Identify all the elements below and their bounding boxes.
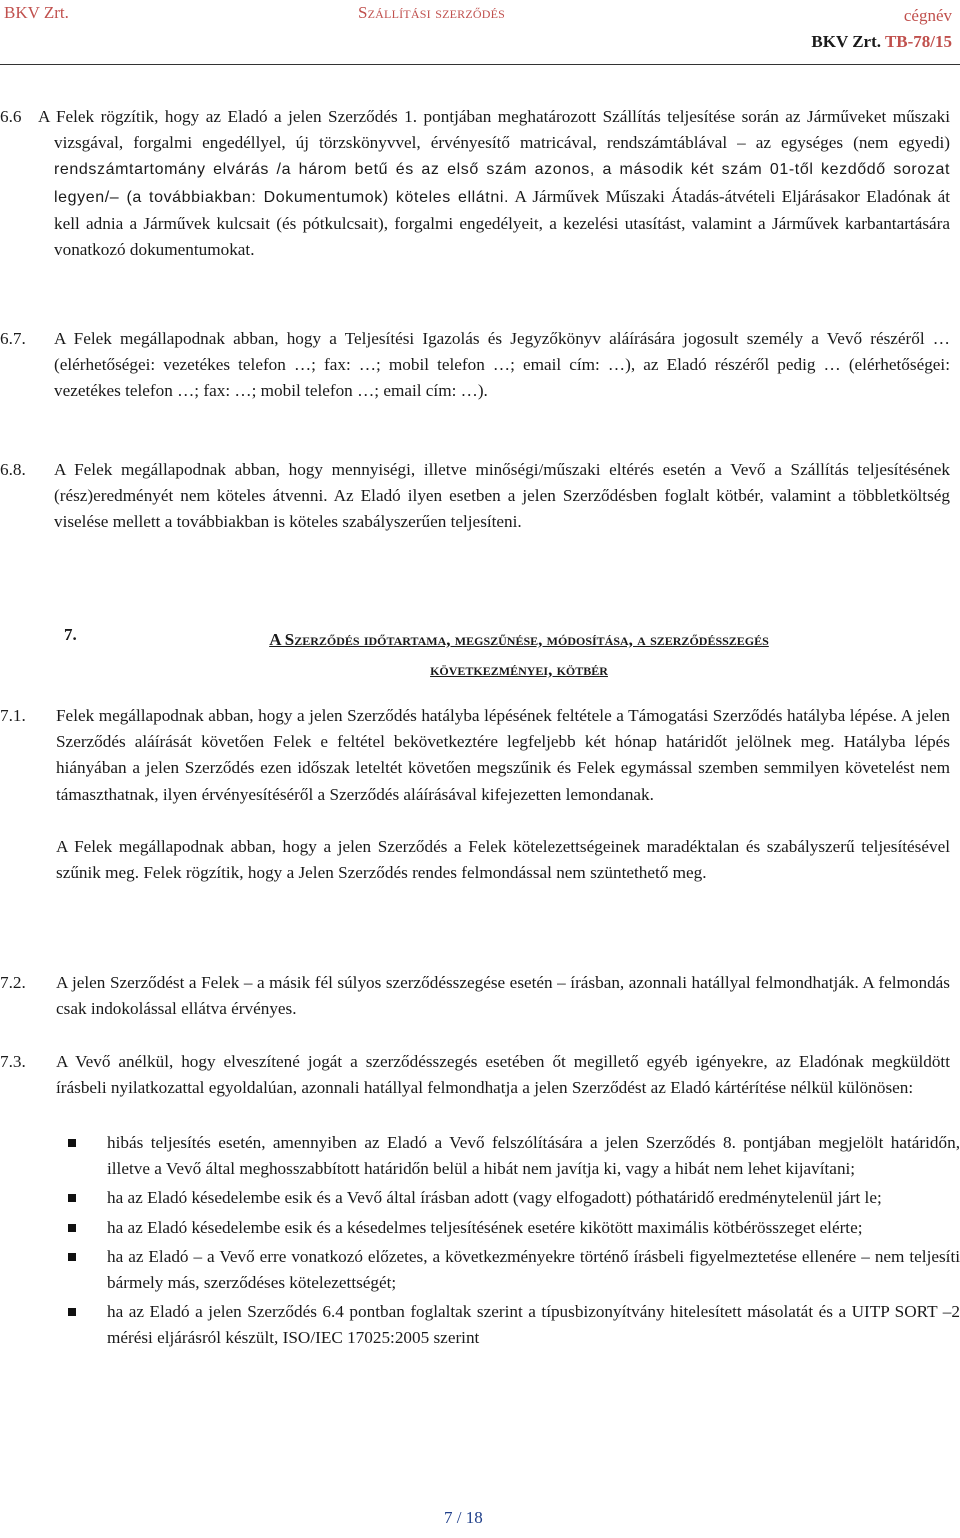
paragraph-text: A Vevő anélkül, hogy elveszítené jogát a szerződésszegés esetében őt megillető egyéb igényekre, az Eladónak megküldött írásbeli nyilatkozattal egyoldalúan, azonnali hatállyal felmondhatja a jelen Szerződést az Eladó kártérítése nélkül különösen: — [56, 1052, 950, 1098]
header-doc-number — [811, 29, 952, 55]
paragraph-label: 7.2. — [0, 973, 26, 992]
list-item-text: ha az Eladó a jelen Szerződés 6.4 pontban foglaltak szerint a típusbizonyítvány hitelesített másolatát és a UITP SORT –2 mérési eljárásról készült, ISO/IEC 17025:2005 szerint — [107, 1302, 960, 1348]
list-item-text: ha az Eladó késedelembe esik és a Vevő által írásban adott (vagy elfogadott) póthatáridő eredménytelenül járt le; — [107, 1188, 882, 1208]
paragraph-7-1 — [0, 703, 950, 886]
paragraph-text: Felek megállapodnak abban, hogy a jelen Szerződés hatályba lépésének feltétele a Támogatási Szerződés hatályba lépése. A jelen Szerződés aláírását követően Felek e feltétel bekövetkeztére legfeljebb két hónap határidőt jelölnek meg. Hatályba lépés hiányában a jelen Szerződés ezen időszak leteltét követően megszűnik és Felek egymással szemben semmilyen követelést nem támaszthatnak, ilyen érvényesítéséről a Szerződés aláírásával kifejezetten lemondanak. — [56, 706, 950, 804]
paragraph-text: A jelen Szerződést a Felek – a másik fél súlyos szerződésszegése esetén – írásban, azonnali hatállyal felmondhatják. A felmondás csak indokolással ellátva érvényes. — [56, 973, 950, 1019]
section-number: 7. — [64, 625, 77, 644]
bullet-square-icon — [68, 1194, 76, 1202]
header-cegnev: cégnév — [903, 6, 952, 25]
paragraph-text: A Járművek Műszaki Átadás-átvételi Eljárásakor Eladónak át kell adnia a Járművek kulcsait (és pótkulcsait), forgalmi engedélyeit, a kezelési utasítást, valamint a Járművek karbantartására vonatkozó dokumentumokat. — [54, 186, 950, 260]
paragraph-text: A Felek megállapodnak abban, hogy a Teljesítési Igazolás és Jegyzőkönyv aláírására jogosult személy a Vevő részéről … (elérhetőségei: vezetékes telefon …; fax: …; mobil telefon …; email cím: …), az Eladó részéről pedig … (elérhetőségei: vezetékes telefon …; fax: …; mobil telefon …; email cím: …). — [54, 329, 950, 401]
paragraph-label: 7.1. — [0, 706, 26, 725]
list-item — [64, 1299, 960, 1351]
paragraph-7-2 — [0, 970, 950, 1022]
section-title-line: következményei, kötbér — [430, 660, 608, 679]
list-item — [64, 1130, 960, 1182]
page-number: 7 / 18 — [444, 1508, 483, 1527]
header-right — [811, 3, 952, 55]
paragraph-text-sans: rendszámtartomány elvárás /a három betű és az első szám azonos, a második két szám 01-től kezdődő sorozat legyen/– (a továbbiakban: Dokumentumok) köteles ellátni. — [54, 161, 950, 206]
paragraph-label: 6.7. — [0, 329, 26, 348]
section-title — [116, 625, 922, 685]
paragraph-7-3 — [0, 1049, 950, 1101]
header-doc-code: TB-78/15 — [884, 32, 952, 51]
bullet-square-icon — [68, 1253, 76, 1261]
paragraph-6-8 — [0, 457, 950, 536]
paragraph-label: 7.3. — [0, 1052, 26, 1071]
header-document-title: Szállítási szerződés — [358, 3, 506, 22]
paragraph-label: 6.6 — [0, 107, 22, 126]
header-doc-prefix: BKV Zrt. — [811, 32, 885, 51]
paragraph-6-7 — [0, 326, 950, 405]
bullet-list — [64, 1130, 960, 1355]
list-item-text: ha az Eladó késedelembe esik és a késedelmes teljesítésének esetére kikötött maximális kötbérösszeget elérte; — [107, 1217, 863, 1237]
paragraph-6-6-body — [38, 104, 950, 263]
bullet-square-icon — [68, 1224, 76, 1232]
paragraph-label: 6.8. — [0, 460, 26, 479]
header-divider — [0, 64, 960, 65]
list-item — [64, 1244, 960, 1296]
list-item — [64, 1215, 960, 1241]
paragraph-text: A Felek megállapodnak abban, hogy a jelen Szerződés a Felek kötelezettségeinek maradéktalan és szabályszerű teljesítésével szűnik meg. Felek rögzítik, hogy a Jelen Szerződés rendes felmondással nem szüntethető meg. — [56, 836, 950, 883]
paragraph-text: A Felek rögzítik, hogy az Eladó a jelen Szerződés 1. pontjában meghatározott Szállítás teljesítése során az Járműveket műszaki vizsgával, forgalmi engedéllyel, új törzskönyvvel, érvényesítő matricával, rendszámtáblával – az egységes (nem egyedi) — [38, 107, 950, 153]
paragraph-6-6 — [0, 104, 950, 263]
header-company: BKV Zrt. — [4, 3, 69, 22]
list-item-text: hibás teljesítés esetén, amennyiben az Eladó a Vevő felszólítására a jelen Szerződés 8. pontjában megjelölt határidőn, illetve a Vevő által meghosszabbított határidőn belül a hibát nem javítja ki, vagy a hibát nem lehet kijavítani; — [107, 1133, 960, 1179]
paragraph-text: A Felek megállapodnak abban, hogy mennyiségi, illetve minőségi/műszaki eltérés esetén a Vevő a Szállítás teljesítésének (rész)eredményét nem köteles átvenni. Az Eladó ilyen esetben a jelen Szerződésben foglalt kötbér, valamint a többletköltség viselése mellett a továbbiakban is köteles szabályszerűen teljesíteni. — [54, 460, 950, 532]
list-item-text: ha az Eladó – a Vevő erre vonatkozó előzetes, a következményekre történő írásbeli figyelmeztetése ellenére – nem teljesíti bármely más, szerződéses kötelezettségét; — [107, 1246, 960, 1293]
list-item — [64, 1185, 960, 1211]
bullet-square-icon — [68, 1308, 76, 1316]
bullet-square-icon — [68, 1139, 76, 1147]
section-title-line: A Szerződés időtartama, megszűnése, módosítása, a szerződésszegés — [269, 630, 769, 649]
